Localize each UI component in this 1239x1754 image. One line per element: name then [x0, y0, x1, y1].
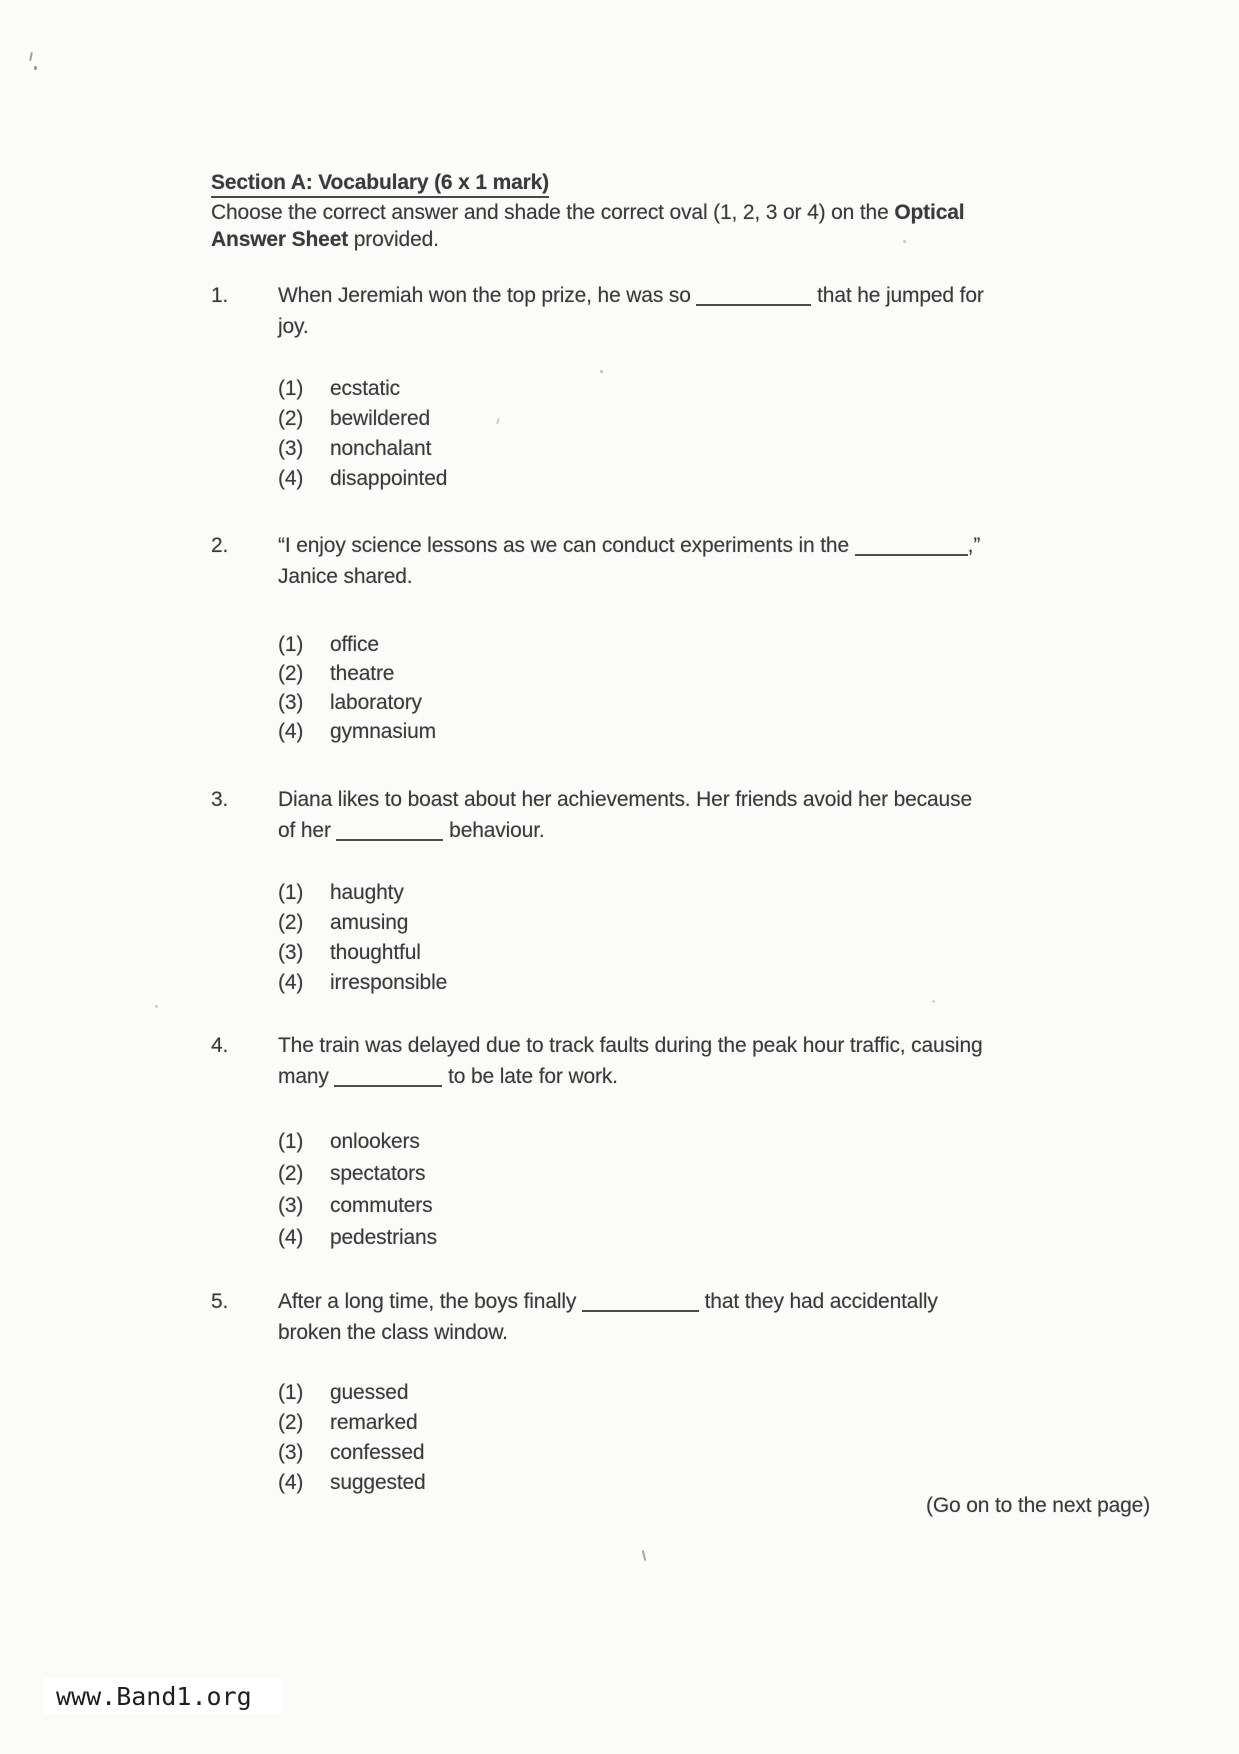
option-label: pedestrians [330, 1226, 437, 1249]
question-text: When Jeremiah won the top prize, he was so [278, 284, 697, 307]
question-text: broken the class window. [278, 1321, 508, 1344]
answer-blank [336, 822, 443, 841]
option-label: commuters [330, 1194, 433, 1217]
question-number: 5. [211, 1290, 229, 1313]
option-row [278, 374, 447, 404]
option-label: suggested [330, 1471, 426, 1494]
option-label: laboratory [330, 691, 422, 714]
question-3-options [278, 878, 447, 998]
option-number: (1) [278, 377, 304, 400]
option-label: onlookers [330, 1130, 420, 1153]
option-number: (2) [278, 662, 304, 685]
question-text: The train was delayed due to track faults during the peak hour traffic, causing [278, 1034, 983, 1057]
option-label: theatre [330, 662, 395, 685]
option-row [278, 1378, 426, 1408]
option-number: (2) [278, 911, 304, 934]
option-row [278, 1222, 437, 1254]
question-number: 4. [211, 1034, 229, 1057]
question-text: After a long time, the boys finally [278, 1290, 582, 1313]
scan-artifact [642, 1550, 647, 1561]
scan-artifact [932, 1000, 935, 1003]
question-number: 1. [211, 284, 229, 307]
question-text: “I enjoy science lessons as we can conduct experiments in the [278, 534, 855, 557]
watermark-text: www.Band1.org [56, 1682, 252, 1711]
scan-artifact [34, 66, 37, 70]
question-text: that they had accidentally [698, 1290, 938, 1313]
question-4-options [278, 1126, 437, 1254]
option-row [278, 878, 447, 908]
answer-blank [334, 1068, 442, 1087]
option-row [278, 1126, 437, 1158]
option-label: spectators [330, 1162, 426, 1185]
question-text: Diana likes to boast about her achievements. Her friends avoid her because [278, 788, 972, 811]
option-number: (4) [278, 1471, 304, 1494]
option-number: (3) [278, 1194, 304, 1217]
watermark-box [44, 1678, 282, 1714]
option-number: (3) [278, 437, 304, 460]
question-text: joy. [278, 315, 309, 338]
option-row [278, 1190, 437, 1222]
option-label: bewildered [330, 407, 431, 430]
scan-artifact [903, 240, 906, 243]
question-4 [211, 1030, 983, 1092]
answer-blank [855, 537, 968, 556]
instructions-line-1 [211, 201, 964, 225]
question-text: behaviour. [443, 819, 545, 842]
question-line [278, 784, 972, 815]
scan-artifact [29, 52, 33, 61]
option-row [278, 464, 447, 494]
question-line [278, 280, 984, 311]
scan-artifact [155, 1005, 158, 1008]
question-number: 3. [211, 788, 229, 811]
option-row [278, 659, 436, 688]
next-page-note: (Go on to the next page) [926, 1494, 1151, 1517]
question-line [278, 1061, 983, 1092]
question-line [278, 815, 972, 846]
option-row [278, 688, 436, 717]
option-number: (1) [278, 1130, 304, 1153]
question-line [278, 311, 984, 342]
option-number: (3) [278, 1441, 304, 1464]
option-label: confessed [330, 1441, 425, 1464]
section-heading [211, 171, 549, 195]
scan-artifact [600, 370, 603, 373]
answer-blank [696, 287, 811, 306]
option-row [278, 908, 447, 938]
option-number: (2) [278, 407, 304, 430]
option-row [278, 968, 447, 998]
option-label: nonchalant [330, 437, 432, 460]
option-label: irresponsible [330, 971, 448, 994]
question-text: Janice shared. [278, 565, 413, 588]
option-row [278, 404, 447, 434]
question-1 [211, 280, 984, 342]
question-2-options [278, 630, 436, 746]
question-line [278, 530, 980, 561]
option-number: (4) [278, 1226, 304, 1249]
option-row [278, 630, 436, 659]
option-label: disappointed [330, 467, 448, 490]
question-line [278, 1030, 983, 1061]
option-number: (4) [278, 971, 304, 994]
option-number: (3) [278, 691, 304, 714]
instructions-text: provided. [348, 228, 439, 251]
option-row [278, 1468, 426, 1498]
option-number: (3) [278, 941, 304, 964]
question-line [278, 1286, 938, 1317]
question-3 [211, 784, 972, 846]
answer-blank [582, 1293, 699, 1312]
option-row [278, 717, 436, 746]
question-text: of her [278, 819, 337, 842]
question-5 [211, 1286, 938, 1348]
option-number: (4) [278, 467, 304, 490]
option-label: ecstatic [330, 377, 400, 400]
question-text: to be late for work. [442, 1065, 618, 1088]
option-row [278, 1438, 426, 1468]
option-number: (1) [278, 881, 304, 904]
option-label: guessed [330, 1381, 409, 1404]
question-line [278, 1317, 938, 1348]
option-label: remarked [330, 1411, 418, 1434]
option-row [278, 1158, 437, 1190]
option-number: (1) [278, 1381, 304, 1404]
question-1-options [278, 374, 447, 494]
option-number: (2) [278, 1162, 304, 1185]
instructions-bold-text: Optical [894, 201, 965, 224]
option-row [278, 1408, 426, 1438]
scan-artifact [496, 418, 500, 424]
option-label: gymnasium [330, 720, 437, 743]
option-label: office [330, 633, 379, 656]
instructions-line-2 [211, 228, 439, 252]
question-line [278, 561, 980, 592]
option-label: amusing [330, 911, 409, 934]
option-number: (4) [278, 720, 304, 743]
option-row [278, 434, 447, 464]
section-heading-text: Section A: Vocabulary (6 x 1 mark) [211, 171, 549, 198]
option-number: (2) [278, 1411, 304, 1434]
question-2 [211, 530, 980, 592]
question-number: 2. [211, 534, 229, 557]
instructions-text: Choose the correct answer and shade the correct oval (1, 2, 3 or 4) on the [211, 201, 895, 224]
instructions-bold-text: Answer Sheet [211, 228, 349, 251]
option-number: (1) [278, 633, 304, 656]
question-text: many [278, 1065, 335, 1088]
option-label: thoughtful [330, 941, 421, 964]
option-label: haughty [330, 881, 404, 904]
question-text: ,” [967, 534, 981, 557]
option-row [278, 938, 447, 968]
question-text: that he jumped for [811, 284, 984, 307]
question-5-options [278, 1378, 426, 1498]
